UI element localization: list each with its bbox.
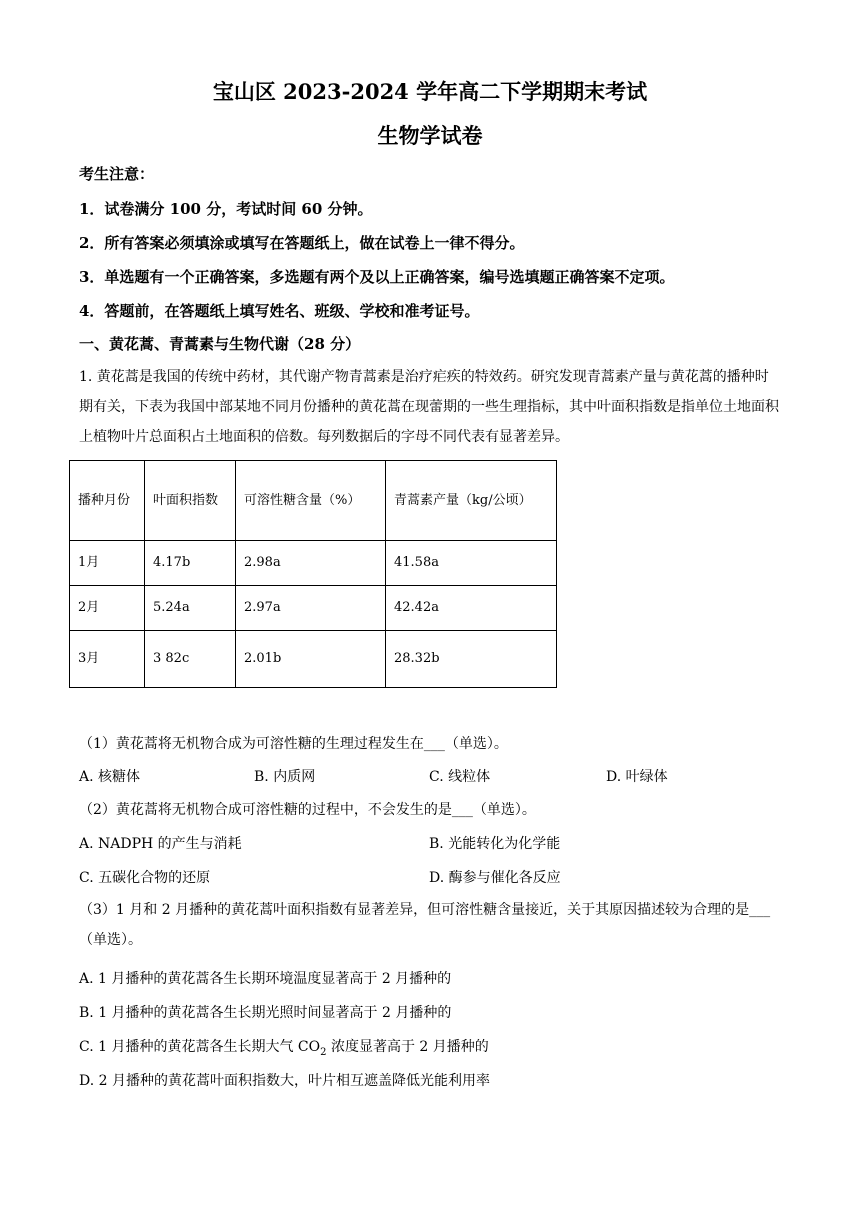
- q2-option-a: A. NADPH 的产生与消耗: [79, 836, 242, 852]
- notice-item-2: 2．所有答案必须填涂或填写在答题纸上，做在试卷上一律不得分。: [79, 234, 525, 252]
- q2-option-d: D. 酶参与催化各反应: [429, 870, 561, 886]
- table-cell: 4.17b: [145, 541, 236, 586]
- q3-option-b: B. 1 月播种的黄花蒿各生长期光照时间显著高于 2 月播种的: [79, 1005, 452, 1021]
- q3-option-c-text: C. 1 月播种的黄花蒿各生长期大气 CO: [79, 1039, 321, 1055]
- q1-option-a: A. 核糖体: [79, 769, 141, 785]
- table-cell: 5.24a: [145, 586, 236, 631]
- exam-title: 宝山区 2023-2024 学年高二下学期期末考试: [212, 79, 648, 104]
- notice-item-3: 3．单选题有一个正确答案，多选题有两个及以上正确答案，编号选填题正确答案不定项。: [79, 268, 675, 286]
- q3-option-a: A. 1 月播种的黄花蒿各生长期环境温度显著高于 2 月播种的: [79, 971, 452, 987]
- q3-option-c-subscript: 2: [320, 1046, 327, 1058]
- table-cell: 41.58a: [386, 541, 557, 586]
- table-cell: 28.32b: [386, 631, 557, 688]
- table-header-cell: 叶面积指数: [145, 461, 236, 541]
- notice-heading: 考生注意：: [79, 165, 155, 183]
- section-heading: 一、黄花蒿、青蒿素与生物代谢（28 分）: [79, 335, 361, 353]
- table-cell: 3 82c: [145, 631, 236, 688]
- table-cell: 2月: [70, 586, 145, 631]
- q3-option-d: D. 2 月播种的黄花蒿叶面积指数大，叶片相互遮盖降低光能利用率: [79, 1073, 490, 1089]
- notice-item-1: 1．试卷满分 100 分，考试时间 60 分钟。: [79, 200, 373, 218]
- exam-subtitle: 生物学试卷: [377, 123, 483, 148]
- table-header-cell: 播种月份: [70, 461, 145, 541]
- q3-stem: （3）1 月和 2 月播种的黄花蒿叶面积指数有显著差异，但可溶性糖含量接近，关于其原因描述较为合理的是___（单选）。: [79, 902, 771, 948]
- q3-option-c: [79, 1036, 489, 1058]
- q1-option-d: D. 叶绿体: [606, 769, 668, 785]
- notice-item-4: 4．答题前，在答题纸上填写姓名、班级、学校和准考证号。: [79, 302, 480, 320]
- table-header-row: [70, 461, 557, 541]
- table-cell: 2.01b: [236, 631, 386, 688]
- table-header-cell: 青蒿素产量（kg/公顷）: [386, 461, 557, 541]
- q2-stem: （2）黄花蒿将无机物合成可溶性糖的过程中，不会发生的是___（单选）。: [79, 802, 536, 818]
- table-row: [70, 586, 557, 631]
- q2-option-c: C. 五碳化合物的还原: [79, 870, 211, 886]
- table-cell: 2.97a: [236, 586, 386, 631]
- question-intro: 1. 黄花蒿是我国的传统中药材，其代谢产物青蒿素是治疗疟疾的特效药。研究发现青蒿素产量与黄花蒿的播种时期有关，下表为我国中部某地不同月份播种的黄花蒿在现蕾期的一些生理指标，其中叶面积指数是指单位土地面积上植物叶片总面积占土地面积的倍数。每列数据后的字母不同代表有显著差异。: [79, 369, 779, 445]
- q2-option-b: B. 光能转化为化学能: [429, 836, 561, 852]
- table-cell: 1月: [70, 541, 145, 586]
- q1-option-b: B. 内质网: [254, 769, 316, 785]
- table-cell: 3月: [70, 631, 145, 688]
- table-row: [70, 541, 557, 586]
- table-header-cell: 可溶性糖含量（%）: [236, 461, 386, 541]
- table-cell: 42.42a: [386, 586, 557, 631]
- q1-option-c: C. 线粒体: [429, 769, 491, 785]
- table-cell: 2.98a: [236, 541, 386, 586]
- table-row: [70, 631, 557, 688]
- q1-stem: （1）黄花蒿将无机物合成为可溶性糖的生理过程发生在___（单选）。: [79, 736, 508, 752]
- data-table: [69, 460, 557, 688]
- q3-option-c-text-end: 浓度显著高于 2 月播种的: [326, 1039, 489, 1055]
